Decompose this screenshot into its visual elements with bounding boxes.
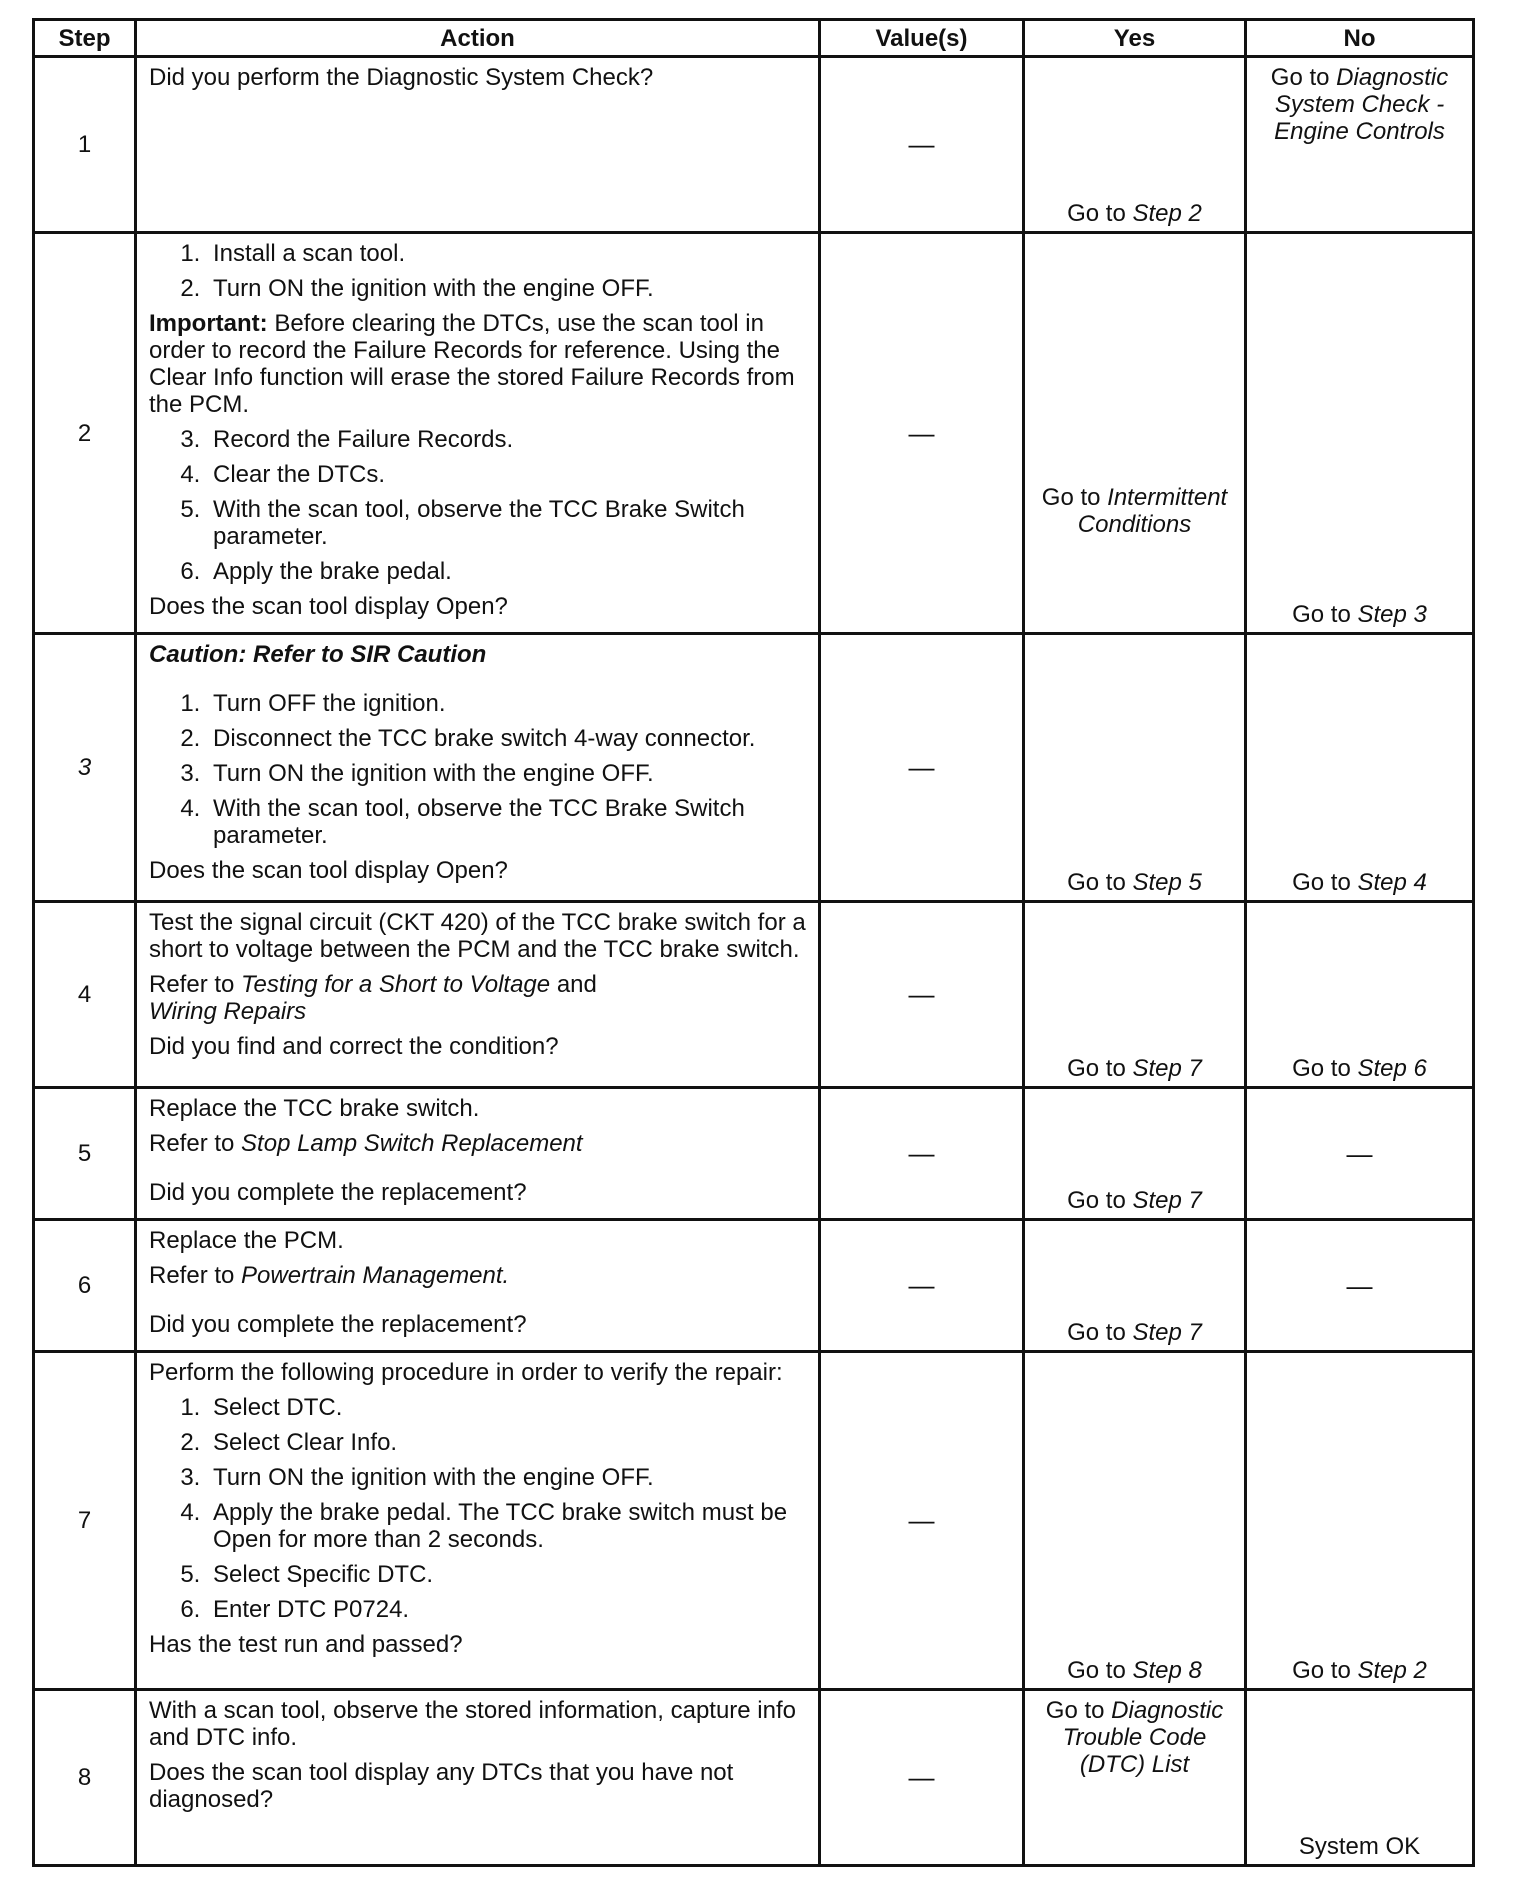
reference-line (149, 1262, 806, 1289)
reference-line (149, 1130, 806, 1157)
no-step-link[interactable]: Step 3 (1357, 601, 1427, 628)
refer-label: Refer to (149, 1130, 235, 1157)
yes-step-link[interactable]: Step 7 (1132, 1187, 1202, 1214)
question: Has the test run and passed? (149, 1631, 463, 1658)
list-item: 1. Install a scan tool. (207, 240, 806, 267)
no-cell (1246, 902, 1474, 1088)
no-cell (1246, 1220, 1474, 1352)
action-cell (136, 233, 820, 634)
value-cell: — (820, 1088, 1024, 1220)
header-values: Value(s) (820, 20, 1024, 57)
table-row (34, 1352, 1474, 1690)
list-item: 3. Turn ON the ignition with the engine OFF. (207, 760, 806, 787)
instruction-text: Replace the TCC brake switch. (149, 1095, 480, 1122)
table-row (34, 1690, 1474, 1866)
instruction-text: Replace the PCM. (149, 1227, 344, 1254)
diagnostic-table-sheet (32, 18, 1472, 1867)
go-to-label: Go to (1041, 484, 1101, 511)
question: Does the scan tool display any DTCs that you have not diagnosed? (149, 1759, 734, 1813)
step-number: 2 (34, 233, 136, 634)
instruction-text: With a scan tool, observe the stored information, capture info and DTC info. (149, 1697, 797, 1751)
no-cell (1246, 233, 1474, 634)
go-to-label: Go to (1067, 200, 1126, 227)
yes-cell (1024, 1690, 1246, 1866)
step-number: 4 (34, 902, 136, 1088)
table-row (34, 233, 1474, 634)
caution-line (149, 641, 806, 668)
caution-text: Caution: Refer to SIR Caution (149, 641, 487, 668)
header-step: Step (34, 20, 136, 57)
question: Did you complete the replacement? (149, 1311, 527, 1338)
no-dash: — (1346, 1270, 1373, 1300)
no-step-link[interactable]: Step 2 (1357, 1657, 1427, 1684)
yes-cell (1024, 902, 1246, 1088)
step-number: 3 (34, 634, 136, 902)
question: Did you perform the Diagnostic System Check? (149, 64, 654, 91)
table-row (34, 1220, 1474, 1352)
list-item: 1. Select DTC. (207, 1394, 806, 1421)
value-cell: — (820, 1690, 1024, 1866)
reference-line (149, 971, 806, 1025)
procedure-list (149, 1394, 806, 1623)
procedure-list (149, 240, 806, 302)
header-yes: Yes (1024, 20, 1246, 57)
action-cell (136, 634, 820, 902)
no-cell (1246, 634, 1474, 902)
no-dash: — (1346, 1138, 1373, 1168)
no-cell (1246, 1352, 1474, 1690)
instruction-text: Test the signal circuit (CKT 420) of the TCC brake switch for a short to voltage between the PCM and the TCC brake switch. (149, 909, 806, 963)
yes-link[interactable]: Intermittent Conditions (1077, 484, 1228, 538)
important-note (149, 310, 806, 418)
header-action: Action (136, 20, 820, 57)
refer-label: Refer to (149, 971, 235, 998)
value-cell: — (820, 1220, 1024, 1352)
list-item: 4. Apply the brake pedal. The TCC brake switch must be Open for more than 2 seconds. (207, 1499, 806, 1553)
important-text: Before clearing the DTCs, use the scan tool in order to record the Failure Records for reference. Using the Clear Info function will erase the stored Failure Records from the PCM. (149, 310, 795, 418)
yes-step-link[interactable]: Step 8 (1132, 1657, 1202, 1684)
go-to-label: Go to (1067, 1319, 1126, 1346)
go-to-label: Go to (1292, 869, 1351, 896)
table-row (34, 902, 1474, 1088)
yes-link[interactable]: Diagnostic Trouble Code (DTC) List (1062, 1697, 1224, 1778)
yes-cell (1024, 634, 1246, 902)
step-number: 7 (34, 1352, 136, 1690)
refer-label: Refer to (149, 1262, 235, 1289)
no-link[interactable]: Diagnostic System Check - Engine Controls (1274, 64, 1449, 145)
question: Did you find and correct the condition? (149, 1033, 559, 1060)
list-item: 5. Select Specific DTC. (207, 1561, 806, 1588)
table-row (34, 1088, 1474, 1220)
list-item: 6. Enter DTC P0724. (207, 1596, 806, 1623)
action-cell (136, 1220, 820, 1352)
value-cell: — (820, 57, 1024, 233)
list-item: 2. Disconnect the TCC brake switch 4-way connector. (207, 725, 806, 752)
and-label: and (556, 971, 597, 998)
reference-link[interactable]: Testing for a Short to Voltage (241, 971, 551, 998)
step-number: 6 (34, 1220, 136, 1352)
list-item: 4. With the scan tool, observe the TCC Brake Switch parameter. (207, 795, 806, 849)
procedure-list (149, 426, 806, 585)
yes-cell (1024, 57, 1246, 233)
reference-link[interactable]: Stop Lamp Switch Replacement (241, 1130, 583, 1157)
table-row (34, 57, 1474, 233)
yes-cell (1024, 1088, 1246, 1220)
no-cell (1246, 1088, 1474, 1220)
yes-cell (1024, 1352, 1246, 1690)
instruction-text: Perform the following procedure in order to verify the repair: (149, 1359, 783, 1386)
yes-step-link[interactable]: Step 7 (1132, 1055, 1202, 1082)
step-number: 5 (34, 1088, 136, 1220)
reference-link[interactable]: Wiring Repairs (149, 998, 307, 1025)
system-ok-text: System OK (1298, 1833, 1421, 1860)
yes-step-link[interactable]: Step 7 (1132, 1319, 1202, 1346)
reference-link[interactable]: Powertrain Management. (241, 1262, 510, 1289)
go-to-label: Go to (1067, 869, 1126, 896)
list-item: 6. Apply the brake pedal. (207, 558, 806, 585)
action-cell (136, 57, 820, 233)
no-cell (1246, 1690, 1474, 1866)
yes-step-link[interactable]: Step 2 (1132, 200, 1202, 227)
header-no: No (1246, 20, 1474, 57)
no-step-link[interactable]: Step 6 (1357, 1055, 1427, 1082)
yes-cell (1024, 233, 1246, 634)
list-item: 4. Clear the DTCs. (207, 461, 806, 488)
go-to-label: Go to (1067, 1187, 1126, 1214)
yes-step-link[interactable]: Step 5 (1132, 869, 1202, 896)
go-to-label: Go to (1270, 64, 1330, 91)
go-to-label: Go to (1067, 1657, 1126, 1684)
no-cell (1246, 57, 1474, 233)
go-to-label: Go to (1292, 1657, 1351, 1684)
table-header-row (34, 20, 1474, 57)
go-to-label: Go to (1292, 601, 1351, 628)
procedure-list (149, 690, 806, 849)
question: Did you complete the replacement? (149, 1179, 527, 1206)
value-cell: — (820, 902, 1024, 1088)
list-item: 3. Record the Failure Records. (207, 426, 806, 453)
action-cell (136, 1352, 820, 1690)
important-label: Important: (149, 310, 268, 337)
question: Does the scan tool display Open? (149, 857, 508, 884)
question: Does the scan tool display Open? (149, 593, 508, 620)
go-to-label: Go to (1045, 1697, 1105, 1724)
list-item: 3. Turn ON the ignition with the engine OFF. (207, 1464, 806, 1491)
table-row (34, 634, 1474, 902)
list-item: 2. Turn ON the ignition with the engine OFF. (207, 275, 806, 302)
yes-cell (1024, 1220, 1246, 1352)
no-step-link[interactable]: Step 4 (1357, 869, 1427, 896)
value-cell: — (820, 1352, 1024, 1690)
list-item: 2. Select Clear Info. (207, 1429, 806, 1456)
value-cell: — (820, 634, 1024, 902)
step-number: 1 (34, 57, 136, 233)
diagnostic-table (32, 18, 1475, 1867)
list-item: 5. With the scan tool, observe the TCC Brake Switch parameter. (207, 496, 806, 550)
step-number: 8 (34, 1690, 136, 1866)
go-to-label: Go to (1292, 1055, 1351, 1082)
action-cell (136, 1690, 820, 1866)
value-cell: — (820, 233, 1024, 634)
action-cell (136, 1088, 820, 1220)
go-to-label: Go to (1067, 1055, 1126, 1082)
list-item: 1. Turn OFF the ignition. (207, 690, 806, 717)
action-cell (136, 902, 820, 1088)
